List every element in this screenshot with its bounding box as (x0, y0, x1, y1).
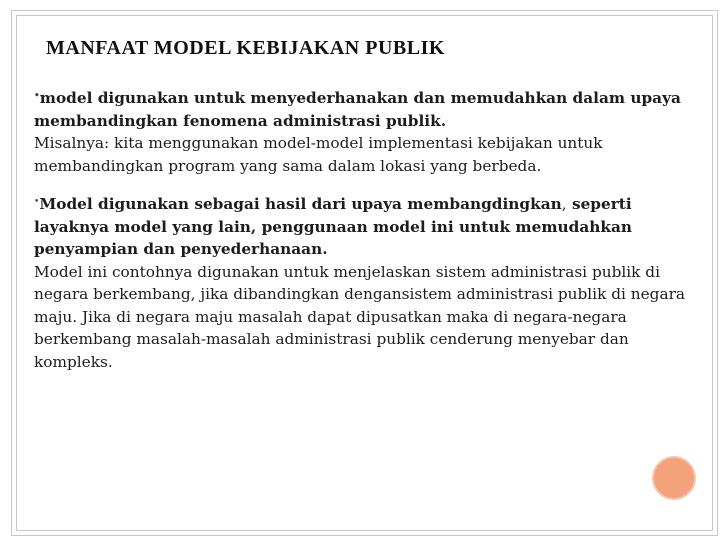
slide-title: MANFAAT MODEL KEBIJAKAN PUBLIK (46, 37, 445, 59)
bullet-icon: • (34, 91, 40, 101)
point-2-heading-text-b: seperti layaknya model yang lain, penggunaan model ini untuk memudahkan penyampian dan penyederhanaan. (34, 195, 632, 258)
point-2-detail: Model ini contohnya digunakan untuk menjelaskan sistem administrasi publik di negara berkembang, jika dibandingkan dengansistem administrasi publik di negara maju. Jika di negara maju masalah dapat dipusatkan maka di negara-negara berkembang masalah-masalah administrasi publik cenderung menyebar dan kompleks. (34, 262, 685, 371)
point-1-detail: Misalnya: kita menggunakan model-model implementasi kebijakan untuk membandingkan program yang sama dalam lokasi yang berbeda. (34, 134, 603, 175)
point-2-heading-comma: , (561, 195, 567, 213)
point-1-heading-text: model digunakan untuk menyederhanakan dan memudahkan dalam upaya membandingkan fenomena administrasi publik. (34, 89, 681, 130)
slide-content (34, 85, 696, 373)
point-2-heading (34, 191, 696, 261)
bullet-icon: • (34, 197, 40, 207)
point-2-heading-text-a: Model digunakan sebagai hasil dari upaya membangdingkan (39, 195, 562, 213)
point-1-heading (34, 85, 696, 132)
decorative-circle (652, 456, 696, 500)
paragraph-gap (34, 177, 696, 191)
